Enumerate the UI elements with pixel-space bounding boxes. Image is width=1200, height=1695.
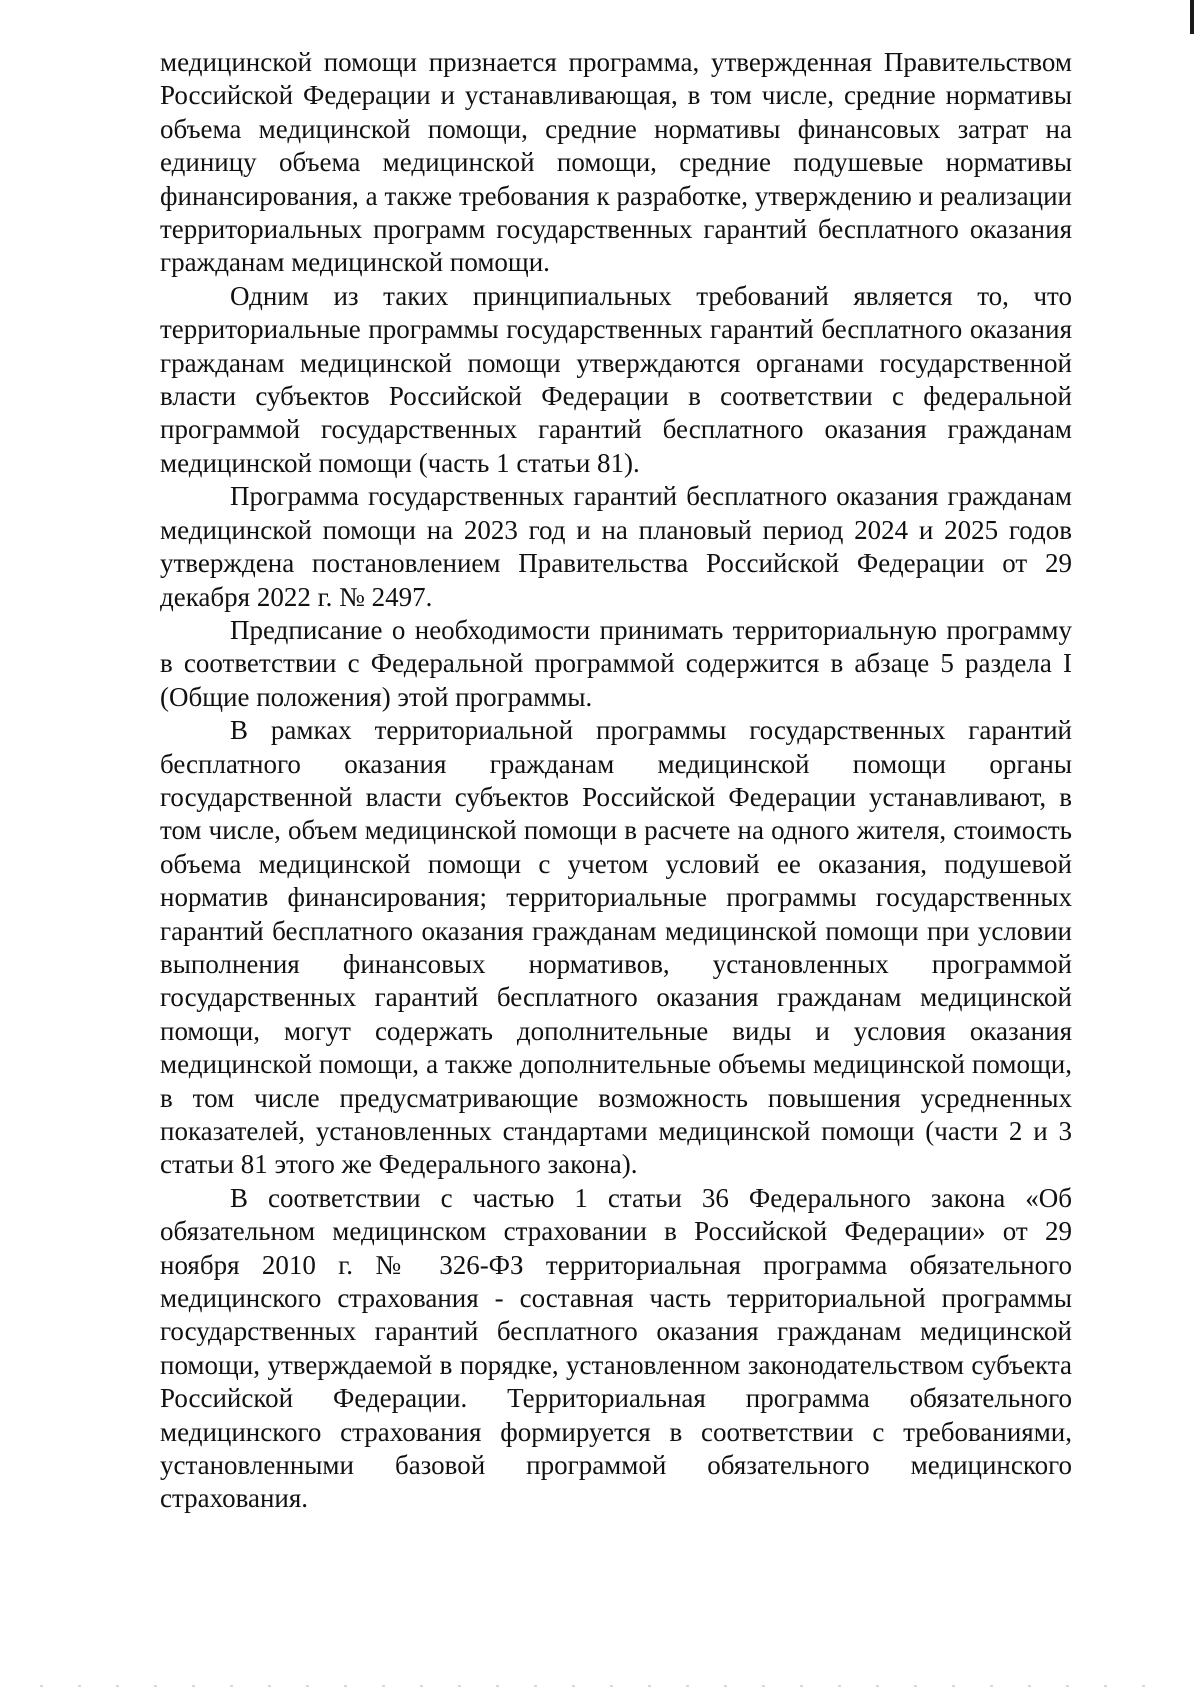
paragraph-program-2023: Программа государственных гарантий бесплатного оказания гражданам медицинской помощи на 2023 год и на плановый период 2024 и 2025 годов утверждена постановлением Правительства Российской Федерации от 29 декабря 2022 г. № 2497. [160, 481, 1072, 612]
paragraph-continuation: медицинской помощи признается программа, утвержденная Правительством Российской Федерации и устанавливающая, в том числе, средние нормативы объема медицинской помощи, средние нормативы финансовых затрат на единицу объема медицинской помощи, средние подушевые нормативы финансирования, а также требования к разработке, утверждению и реализации территориальных программ государственных гарантий бесплатного оказания гражданам медицинской помощи. [160, 47, 1072, 278]
paragraph-territorial-program: В рамках территориальной программы государственных гарантий бесплатного оказания гражданам медицинской помощи органы государственной власти субъектов Российской Федерации устанавливают, в том числе, объем медицинской помощи в расчете на одного жителя, стоимость объема медицинской помощи с учетом условий ее оказания, подушевой норматив финансирования; территориальные программы государственных гарантий бесплатного оказания гражданам медицинской помощи при условии выполнения финансовых нормативов, установленных программой государственных гарантий бесплатного оказания гражданам медицинской помощи, могут содержать дополнительные виды и условия оказания медицинской помощи, а также дополнительные объемы медицинской помощи, в том числе предусматривающие возможность повышения усредненных показателей, установленных стандартами медицинской помощи (части 2 и 3 статьи 81 этого же Федерального закона). [160, 715, 1072, 1180]
document-body [160, 46, 1072, 1516]
paragraph-requirements: Одним из таких принципиальных требований является то, что территориальные программы государственных гарантий бесплатного оказания гражданам медицинской помощи утверждаются органами государственной власти субъектов Российской Федерации в соответствии с федеральной программой государственных гарантий бесплатного оказания гражданам медицинской помощи (часть 1 статьи 81). [160, 280, 1072, 478]
scan-edge-mark [1190, 0, 1194, 34]
scan-noise-line [40, 1685, 1160, 1687]
paragraph-prescription: Предписание о необходимости принимать территориальную программу в соответствии с Федеральной программой содержится в абзаце 5 раздела I (Общие положения) этой программы. [160, 614, 1072, 712]
paragraph-oms-law: В соответствии с частью 1 статьи 36 Федерального закона «Об обязательном медицинском страховании в Российской Федерации» от 29 ноября 2010 г. № 326-ФЗ территориальная программа обязательного медицинского страхования - составная часть территориальной программы государственных гарантий бесплатного оказания гражданам медицинской помощи, утверждаемой в порядке, установленном законодательством субъекта Российской Федерации. Территориальная программа обязательного медицинского страхования формируется в соответствии с требованиями, установленными базовой программой обязательного медицинского страхования. [160, 1182, 1072, 1514]
